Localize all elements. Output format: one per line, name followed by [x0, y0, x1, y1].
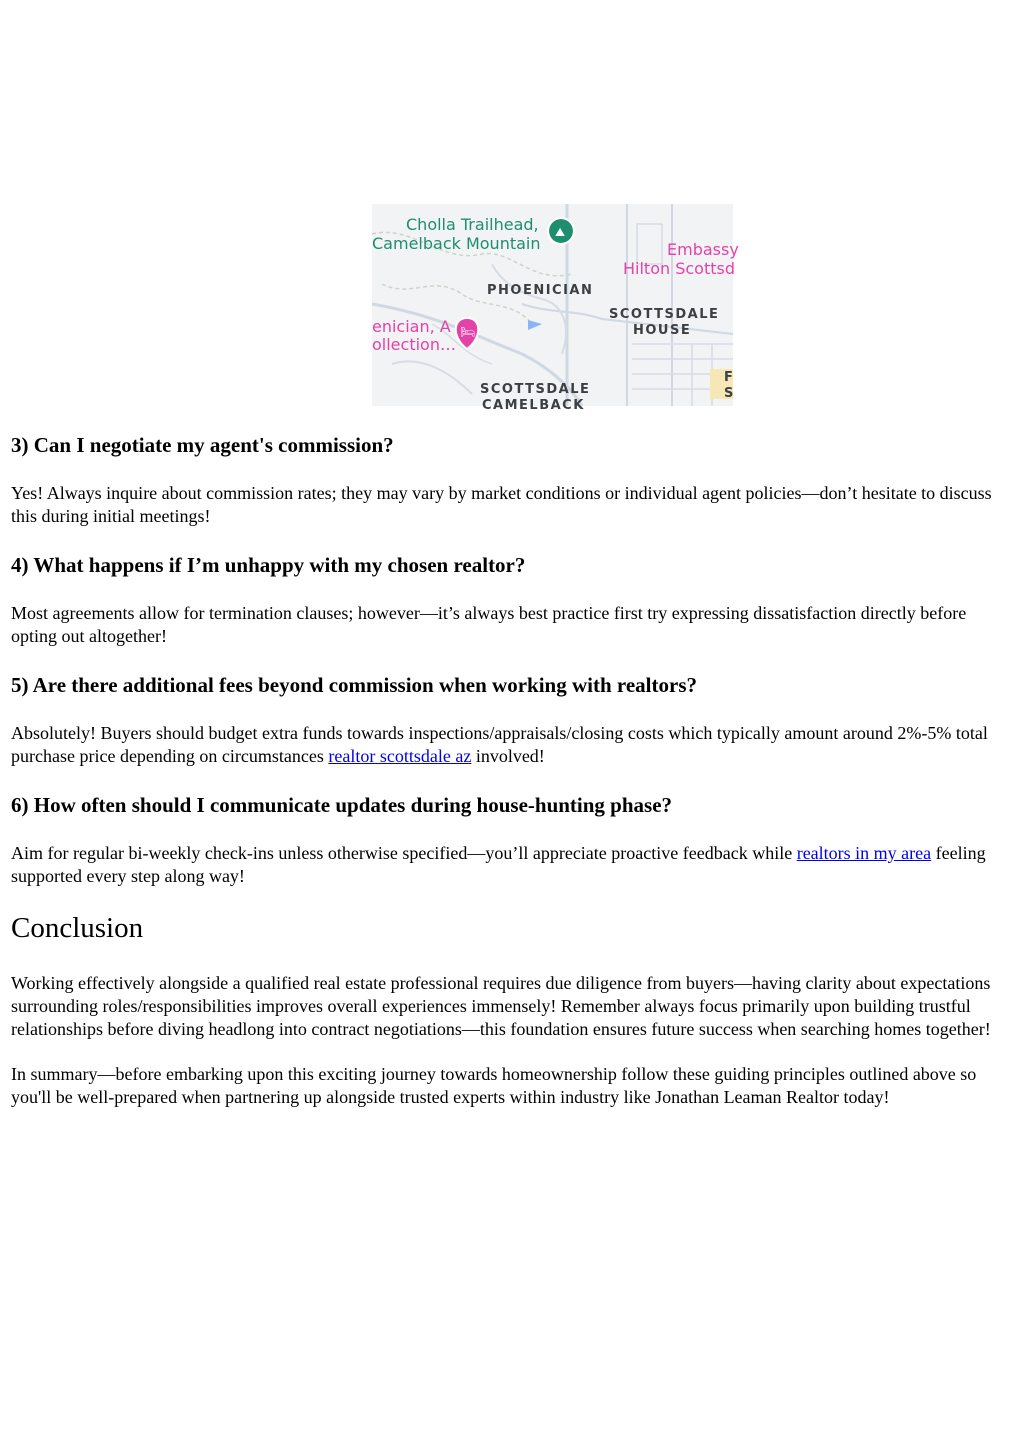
map-label-hotel-2: ollection… [372, 335, 456, 354]
faq-answer-6-text-start: Aim for regular bi-weekly check-ins unless otherwise specified—you’ll appreciate proactive feedback while [11, 843, 797, 863]
faq-question-5: 5) Are there additional fees beyond commission when working with realtors? [11, 673, 697, 697]
map-label-embassy-2: Hilton Scottsd [623, 259, 735, 278]
faq-answer-5 [11, 722, 1011, 768]
map-image[interactable] [372, 204, 739, 413]
article-content [11, 428, 1011, 1109]
faq-question-6: 6) How often should I communicate updates during house-hunting phase? [11, 793, 673, 817]
map-icon-trailhead: ⛰ [555, 225, 566, 239]
map-label-scottsdale-camelback-1: SCOTTSDALE [480, 382, 591, 397]
map-label-hotel-1: enician, A [372, 317, 451, 336]
faq-answer-6-text-end: feeling supported every step along way! [11, 843, 986, 886]
map-label-edge-1: F [724, 370, 735, 385]
link-realtors-in-my-area[interactable]: realtors in my area [796, 843, 932, 863]
faq-answer-6 [11, 842, 1011, 888]
map-label-edge-2: S [724, 386, 735, 401]
faq-question-4: 4) What happens if I’m unhappy with my chosen realtor? [11, 553, 526, 577]
faq-answer-3: Yes! Always inquire about commission rates; they may vary by market conditions or individual agent policies—don’t hesitate to discuss this during initial meetings! [11, 483, 992, 526]
faq-answer-5-text-start: Absolutely! Buyers should budget extra funds towards inspections/appraisals/closing costs which typically amount around 2%-5% total purchase price depending on circumstances [11, 723, 988, 766]
faq-answer-5-text-end: involved! [471, 746, 545, 766]
link-realtor-scottsdale-az[interactable]: realtor scottsdale az [328, 746, 472, 766]
conclusion-paragraph-1: Working effectively alongside a qualified real estate professional requires due diligence from buyers—having clarity about expectations surrounding roles/responsibilities improves overall experiences immensely! Remember always focus primarily upon building trustful relationships before diving headlong into contract negotiations—this foundation ensures future success when searching homes together! [11, 973, 991, 1039]
map-label-scottsdale-house-1: SCOTTSDALE [609, 307, 720, 322]
map-icon-hotel: 🛏 [460, 325, 476, 339]
map-label-trailhead-1: Cholla Trailhead, [406, 215, 539, 234]
faq-question-3: 3) Can I negotiate my agent's commission? [11, 433, 394, 457]
map-label-trailhead-2: Camelback Mountain [372, 234, 541, 253]
map-label-scottsdale-camelback-2: CAMELBACK [482, 398, 585, 413]
map-label-phoenician: PHOENICIAN [487, 283, 594, 298]
conclusion-paragraph-2: In summary—before embarking upon this exciting journey towards homeownership follow these guiding principles outlined above so you'll be well-prepared when partnering up alongside trusted experts within industry like Jonathan Leaman Realtor today! [11, 1064, 977, 1107]
map-label-embassy-1: Embassy [667, 240, 739, 259]
faq-answer-4: Most agreements allow for termination clauses; however—it’s always best practice first try expressing dissatisfaction directly before opting out altogether! [11, 603, 967, 646]
conclusion-heading: Conclusion [11, 912, 144, 944]
map-label-scottsdale-house-2: HOUSE [633, 323, 692, 338]
